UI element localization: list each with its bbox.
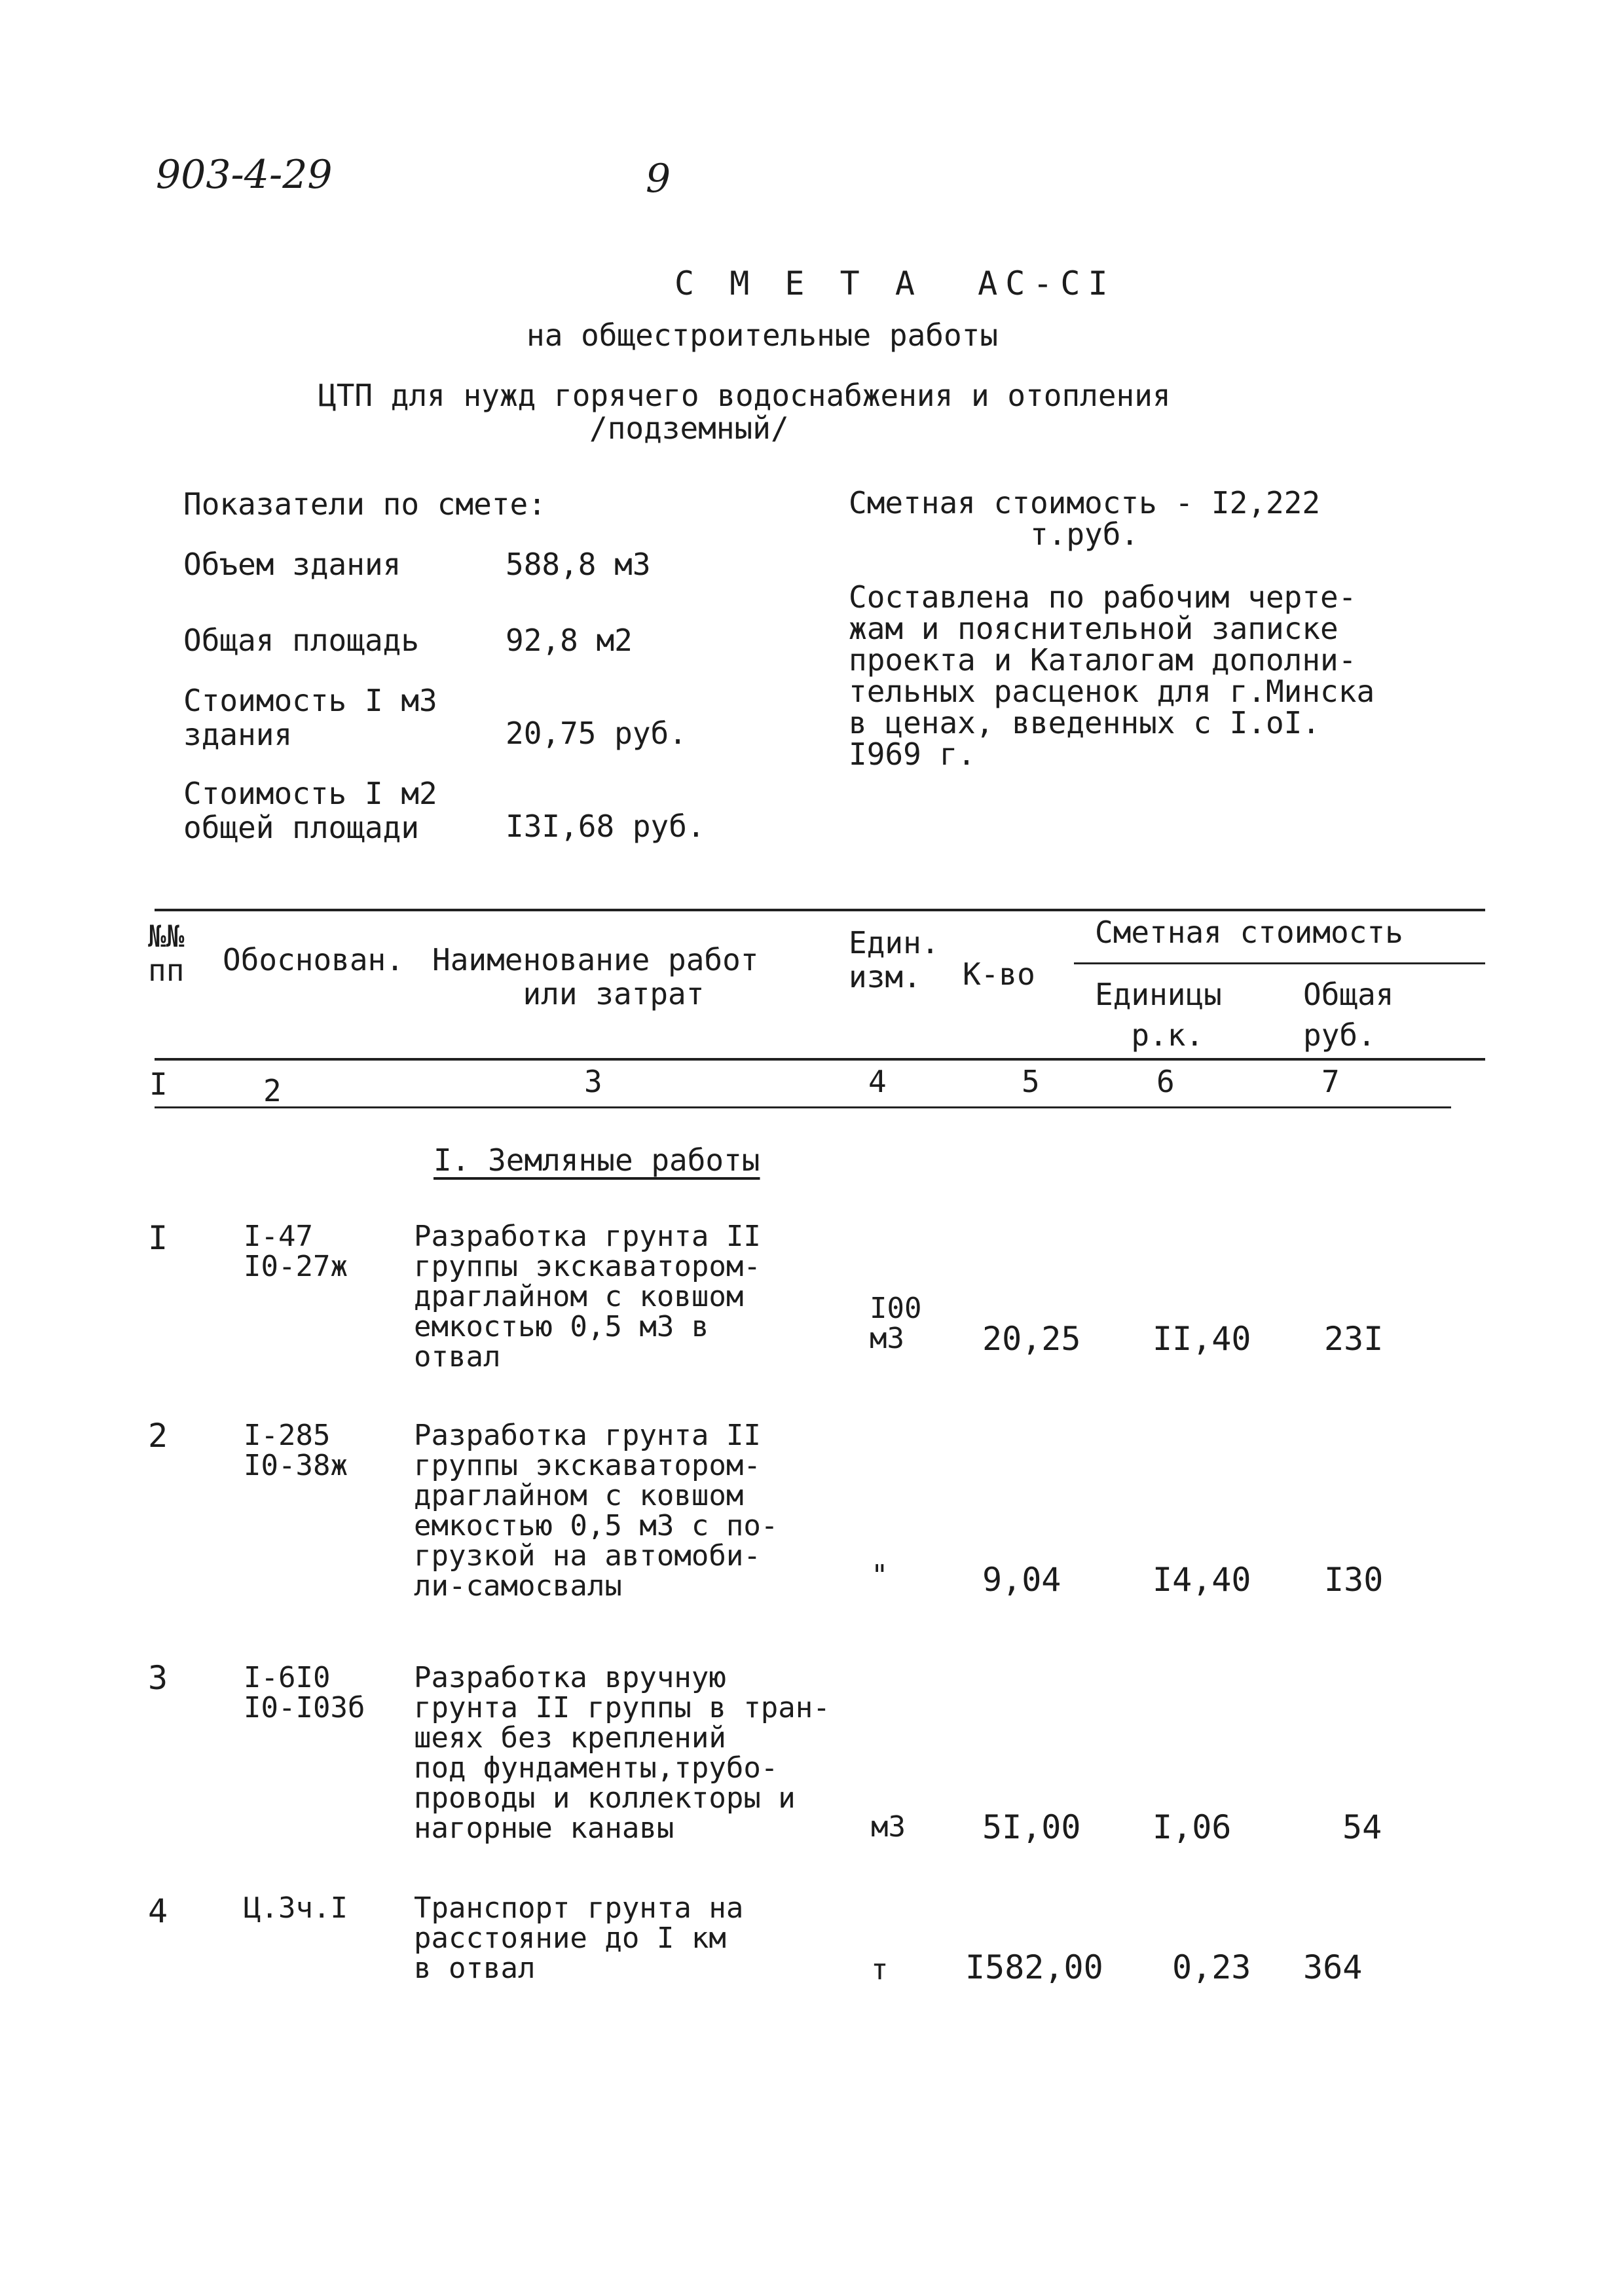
header-bottom-rule	[155, 1058, 1485, 1061]
col-number-1: I	[149, 1066, 168, 1102]
cost-group-rule	[1074, 962, 1485, 964]
row-total: I30	[1324, 1561, 1384, 1599]
cost-per-m3-value: 20,75 руб.	[506, 716, 687, 751]
table-top-rule	[155, 909, 1485, 911]
indicators-heading: Показатели по смете:	[183, 486, 546, 522]
cost-per-m2-label: Стоимость I м2 общей площади	[183, 776, 437, 845]
compilation-note: Составлена по рабочим черте- жам и пояснительной записке проекта и Каталогам дополни- тельных расценок для г.Минска в ценах, введенных с I.оI. I969 г.	[849, 579, 1375, 772]
header-unit: Един. изм.	[849, 925, 940, 994]
document-title: С М Е Т А АС-СI	[674, 264, 1116, 302]
object-subtitle: /подземный/	[589, 410, 789, 446]
row-unit: "	[871, 1559, 889, 1592]
row-name: Разработка вручную грунта II группы в тран- шеях без креплений под фундаменты,трубо- проводы и коллекторы и нагорные канавы	[414, 1661, 830, 1845]
estimated-cost: Сметная стоимость - I2,222 т.руб.	[849, 485, 1321, 552]
document-number: 903-4-29	[156, 152, 333, 198]
col-number-3: 3	[584, 1064, 602, 1099]
cost-per-m3-label: Стоимость I м3 здания	[183, 683, 437, 752]
area-label: Общая площадь	[183, 623, 420, 658]
col-number-5: 5	[1022, 1064, 1040, 1099]
row-basis: I-47 I0-27ж	[244, 1220, 348, 1283]
row-total: 23I	[1324, 1320, 1384, 1358]
row-unit: т	[871, 1953, 889, 1986]
section-title: I. Земляные работы	[434, 1142, 760, 1178]
row-qty: 20,25	[982, 1320, 1081, 1358]
row-qty: 5I,00	[982, 1808, 1081, 1846]
row-total: 54	[1342, 1808, 1382, 1846]
row-unit-cost: 0,23	[1172, 1948, 1251, 1986]
row-unit: I00 м3	[870, 1292, 922, 1355]
volume-value: 588,8 м3	[506, 547, 651, 582]
col-number-7: 7	[1321, 1064, 1340, 1099]
volume-label: Объем здания	[183, 547, 401, 582]
row-name: Разработка грунта II группы экскаватором- драглайном с ковшом емкостью 0,5 м3 с по- грузкой на автомоби- ли-самосвалы	[414, 1419, 779, 1603]
cost-per-m2-value: I3I,68 руб.	[506, 809, 705, 844]
row-number: 4	[148, 1892, 168, 1930]
row-total: 364	[1303, 1948, 1363, 1986]
page-number: 9	[646, 156, 671, 202]
object-title: ЦТП для нужд горячего водоснабжения и отопления	[318, 378, 1171, 413]
row-unit: м3	[871, 1810, 906, 1844]
header-basis: Обоснован.	[223, 942, 404, 977]
row-qty: 9,04	[982, 1561, 1061, 1599]
row-unit-cost: I4,40	[1153, 1561, 1251, 1599]
col-number-4: 4	[868, 1064, 887, 1099]
row-basis: Ц.3ч.I	[244, 1891, 348, 1925]
header-name: Наименование работ или затрат	[432, 942, 759, 1011]
row-unit-cost: II,40	[1153, 1320, 1251, 1358]
header-qty: К-во	[963, 957, 1035, 992]
header-unit-cost: Единицы р.к.	[1095, 977, 1222, 1053]
row-name: Разработка грунта II группы экскаватором- драглайном с ковшом емкостью 0,5 м3 в отвал	[414, 1220, 761, 1374]
header-num: №№ пп	[148, 919, 185, 988]
row-name: Транспорт грунта на расстояние до I км в отвал	[414, 1891, 744, 1985]
col-number-6: 6	[1156, 1064, 1175, 1099]
row-unit-cost: I,06	[1153, 1808, 1232, 1846]
header-total-cost: Общая руб.	[1303, 977, 1394, 1053]
row-basis: I-6I0 I0-I03б	[244, 1661, 365, 1724]
header-cost-group: Сметная стоимость	[1095, 915, 1403, 950]
row-number: 3	[148, 1659, 168, 1697]
row-qty: I582,00	[965, 1948, 1103, 1986]
column-number-rule	[155, 1106, 1451, 1108]
document-subtitle: на общестроительные работы	[526, 318, 999, 353]
row-number: I	[148, 1219, 168, 1257]
row-basis: I-285 I0-38ж	[244, 1419, 348, 1482]
col-number-2: 2	[263, 1073, 282, 1108]
area-value: 92,8 м2	[506, 623, 633, 658]
row-number: 2	[148, 1417, 168, 1455]
